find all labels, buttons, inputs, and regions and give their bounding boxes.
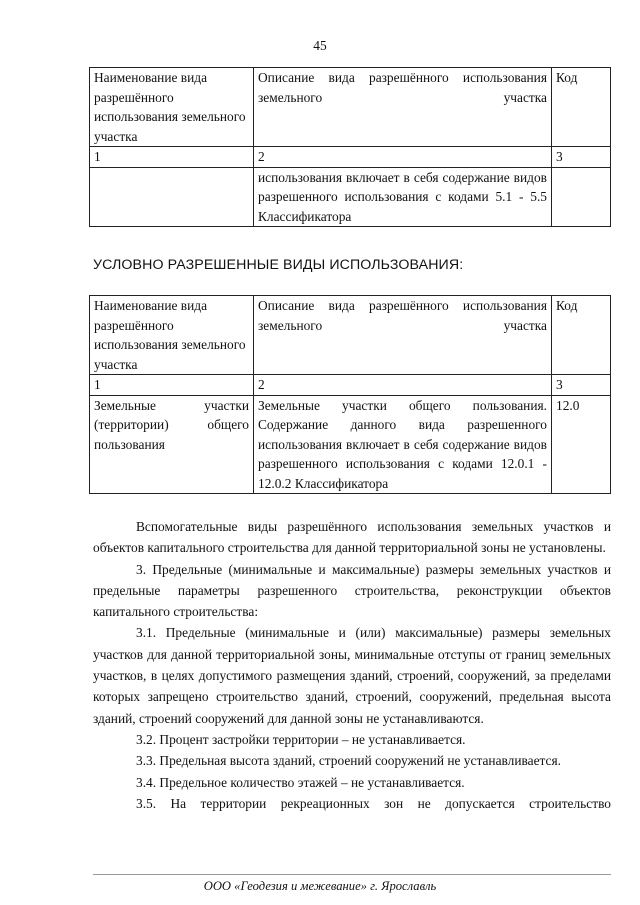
index-cell-3: 3 [552, 375, 611, 396]
section-title: УСЛОВНО РАЗРЕШЕННЫЕ ВИДЫ ИСПОЛЬЗОВАНИЯ: [93, 257, 464, 273]
index-cell-3: 3 [552, 147, 611, 168]
body-text [93, 516, 611, 814]
header-name-cell: Наименование вида разрешённого использования земельного участка [90, 296, 254, 375]
table-row [90, 395, 611, 494]
table-header-row [90, 296, 611, 375]
name-cell-empty [90, 167, 254, 227]
footer-text: ООО «Геодезия и межевание» г. Ярославль [203, 879, 437, 893]
table-row [90, 167, 611, 227]
description-cell: Земельные участки общего пользования. Содержание данного вида разрешенного использования включает в себя содержание видов разрешенного использования с кодами 12.0.1 - 12.0.2 Классификатора [254, 395, 552, 494]
index-cell-2: 2 [254, 375, 552, 396]
code-cell: 12.0 [552, 395, 611, 494]
footer-divider [93, 874, 611, 875]
conditional-land-use-table [89, 295, 611, 494]
table-header-row [90, 68, 611, 147]
name-cell: Земельные участки (территории) общего пользования [90, 395, 254, 494]
page-number: 45 [313, 38, 327, 53]
table-index-row [90, 147, 611, 168]
header-name-cell: Наименование вида разрешённого использования земельного участка [90, 68, 254, 147]
paragraph-3-3: 3.3. Предельная высота зданий, строений сооружений не устанавливается. [136, 753, 562, 769]
table-index-row [90, 375, 611, 396]
description-cell: использования включает в себя содержание видов разрешенного использования с кодами 5.1 - 5.5 Классификатора [254, 167, 552, 227]
code-cell-empty [552, 167, 611, 227]
header-code-cell: Код [552, 68, 611, 147]
index-cell-2: 2 [254, 147, 552, 168]
paragraph-section-3: 3. Предельные (минимальные и максимальные) размеры земельных участков и предельные параметры разрешенного строительства, реконструкции объектов капитального строительства: [93, 561, 611, 620]
paragraph-3-1: 3.1. Предельные (минимальные и (или) максимальные) размеры земельных участков для данной территориальной зоны, минимальные отступы от границ земельных участков, в целях допустимого размещения зданий, строений, сооружений, за пределами которых запрещено строительство зданий, строений, сооружений, предельная высота зданий, строений сооружений для данной зоны не устанавливаются. [93, 625, 611, 726]
paragraph-auxiliary-uses: Вспомогательные виды разрешённого использования земельных участков и объектов капитального строительства для данной территориальной зоны не установлены. [93, 519, 611, 556]
land-use-table-continued [89, 67, 611, 227]
paragraph-3-5: 3.5. На территории рекреационных зон не допускается строительство [136, 795, 611, 811]
index-cell-1: 1 [90, 375, 254, 396]
header-code-cell: Код [552, 296, 611, 375]
header-description-cell: Описание вида разрешённого использования земельного участка [254, 296, 552, 375]
paragraph-3-2: 3.2. Процент застройки территории – не устанавливается. [136, 731, 466, 747]
index-cell-1: 1 [90, 147, 254, 168]
header-description-cell: Описание вида разрешённого использования земельного участка [254, 68, 552, 147]
paragraph-3-4: 3.4. Предельное количество этажей – не устанавливается. [136, 774, 465, 790]
